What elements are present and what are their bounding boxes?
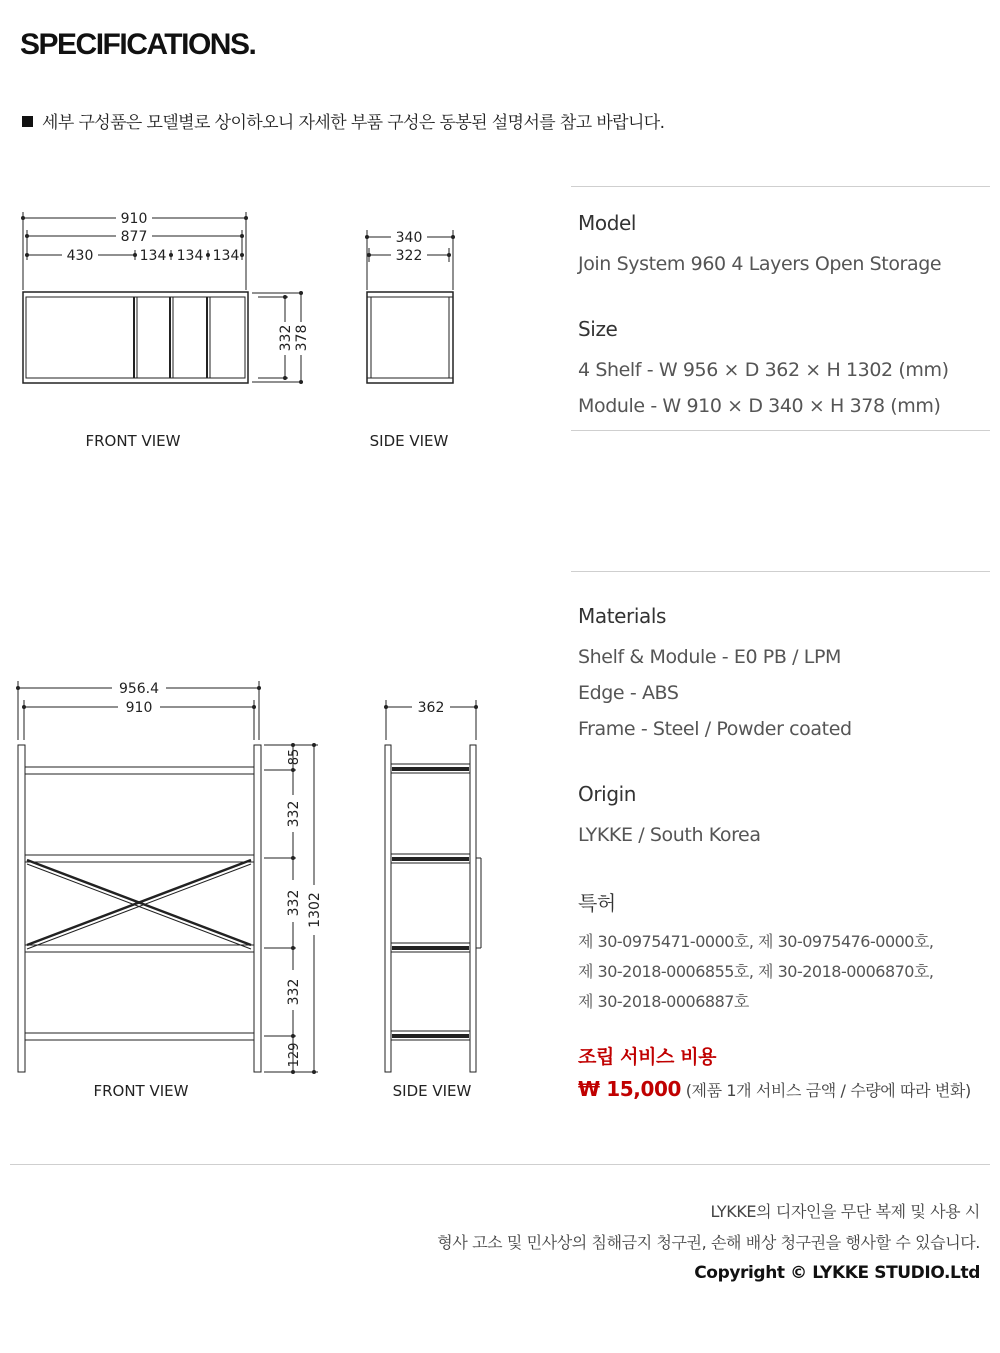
dim-134: 134 [139,248,167,264]
materials-line: Shelf & Module - E0 PB / LPM [578,646,842,668]
dim-332: 332 [278,324,294,352]
dim-134: 134 [176,248,204,264]
dim-134: 134 [212,248,240,264]
patent-label: 특허 [578,891,616,915]
front-view-label: FRONT VIEW [85,432,181,450]
service-note: (제품 1개 서비스 금액 / 수량에 따라 변화) [685,1081,971,1100]
patent-line: 제 30-2018-0006887호 [578,992,749,1011]
dim-129: 129 [287,1042,302,1068]
service-price: ₩ 15,000 [578,1077,682,1101]
dim-910: 910 [125,700,153,716]
materials-line: Frame - Steel / Powder coated [578,718,852,740]
origin-section [578,782,761,853]
notice-text: 세부 구성품은 모델별로 상이하오니 자세한 부품 구성은 동봉된 설명서를 참고 바랍니다. [42,113,665,133]
copyright: Copyright © LYKKE STUDIO.Ltd [694,1263,980,1283]
patent-line: 제 30-2018-0006855호, 제 30-2018-0006870호, [578,962,934,981]
side-view-label: SIDE VIEW [369,432,449,450]
origin-value: LYKKE / South Korea [578,824,761,846]
side-view-label: SIDE VIEW [392,1082,472,1100]
dim-332: 332 [286,800,302,828]
footer [437,1196,980,1289]
dim-430: 430 [66,248,94,264]
size-line: Module - W 910 × D 340 × H 378 (mm) [578,395,941,417]
dim-1302: 1302 [307,892,323,928]
dim-85: 85 [287,748,302,766]
size-line: 4 Shelf - W 956 × D 362 × H 1302 (mm) [578,359,949,381]
size-label: Size [578,317,618,341]
footer-line: 형사 고소 및 민사상의 침해금지 청구권, 손해 배상 청구권을 행사할 수 있습니다. [437,1233,980,1252]
dim-956: 956.4 [118,681,160,697]
service-label: 조립 서비스 비용 [578,1046,717,1068]
footer-line: LYKKE의 디자인을 무단 복제 및 사용 시 [710,1202,980,1221]
dim-362: 362 [417,700,445,716]
model-label: Model [578,211,637,235]
front-view-label: FRONT VIEW [93,1082,189,1100]
dim-910: 910 [120,211,148,227]
origin-label: Origin [578,782,637,806]
patent-line: 제 30-0975471-0000호, 제 30-0975476-0000호, [578,932,934,951]
page-title: SPECIFICATIONS. [20,28,256,61]
size-section [578,317,949,424]
dim-340: 340 [395,230,423,246]
dim-322: 322 [395,248,423,264]
dim-332: 332 [286,889,302,917]
service-section [578,1042,971,1101]
materials-section [578,604,852,747]
dim-877: 877 [120,229,148,245]
dim-378: 378 [294,324,310,352]
dim-332: 332 [286,978,302,1006]
model-value: Join System 960 4 Layers Open Storage [578,253,942,275]
patent-section [578,887,934,1017]
materials-label: Materials [578,604,667,628]
model-section [578,211,941,282]
materials-line: Edge - ABS [578,682,679,704]
